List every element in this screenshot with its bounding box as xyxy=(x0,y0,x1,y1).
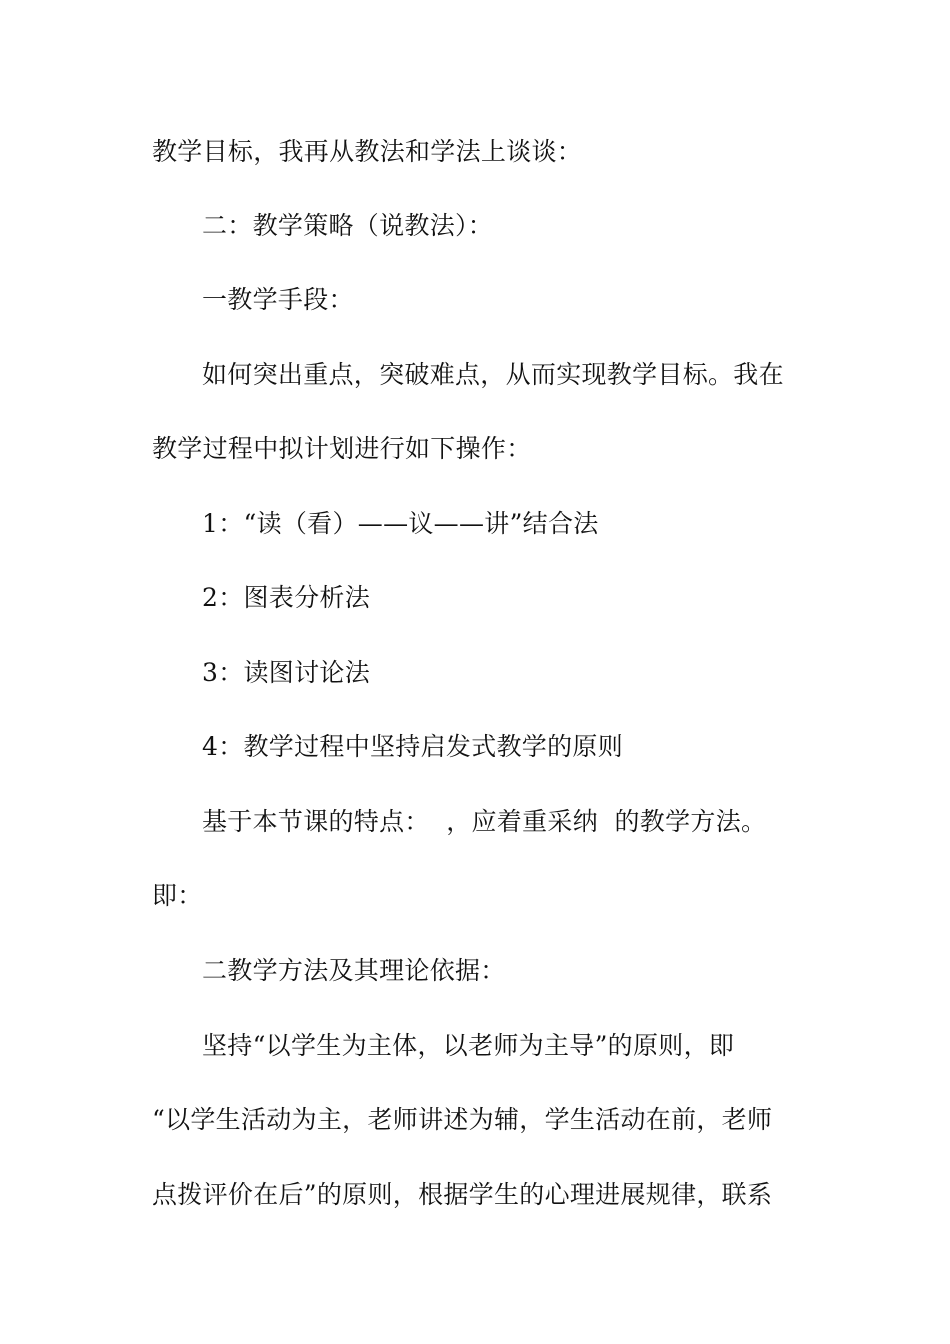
subheading-teaching-methods: 二教学方法及其理论依据： xyxy=(202,956,506,985)
paragraph-line: “以学生活动为主，老师讲述为辅，学生活动在前，老师 xyxy=(152,1105,773,1134)
paragraph-line: 点拨评价在后”的原则，根据学生的心理进展规律，联系 xyxy=(152,1180,773,1209)
paragraph-line: 坚持“以学生为主体，以老师为主导”的原则，即 xyxy=(202,1031,735,1060)
section-heading-teaching-strategy: 二：教学策略（说教法）： xyxy=(202,211,494,240)
paragraph-line: 教学过程中拟计划进行如下操作： xyxy=(152,434,532,463)
paragraph-line: 即： xyxy=(152,881,203,910)
list-item: 3：读图讨论法 xyxy=(202,658,371,687)
list-item: 1：“读（看）——议——讲”结合法 xyxy=(202,509,599,538)
paragraph-line: 基于本节课的特点： ，应着重采纳 的教学方法。 xyxy=(202,807,767,836)
text-line: 教学目标，我再从教法和学法上谈谈： xyxy=(152,137,583,166)
subheading-teaching-means: 一教学手段： xyxy=(202,285,354,314)
list-item: 4：教学过程中坚持启发式教学的原则 xyxy=(202,732,624,761)
list-item: 2：图表分析法 xyxy=(202,583,371,612)
paragraph-line: 如何突出重点，突破难点，从而实现教学目标。我在 xyxy=(202,360,784,389)
